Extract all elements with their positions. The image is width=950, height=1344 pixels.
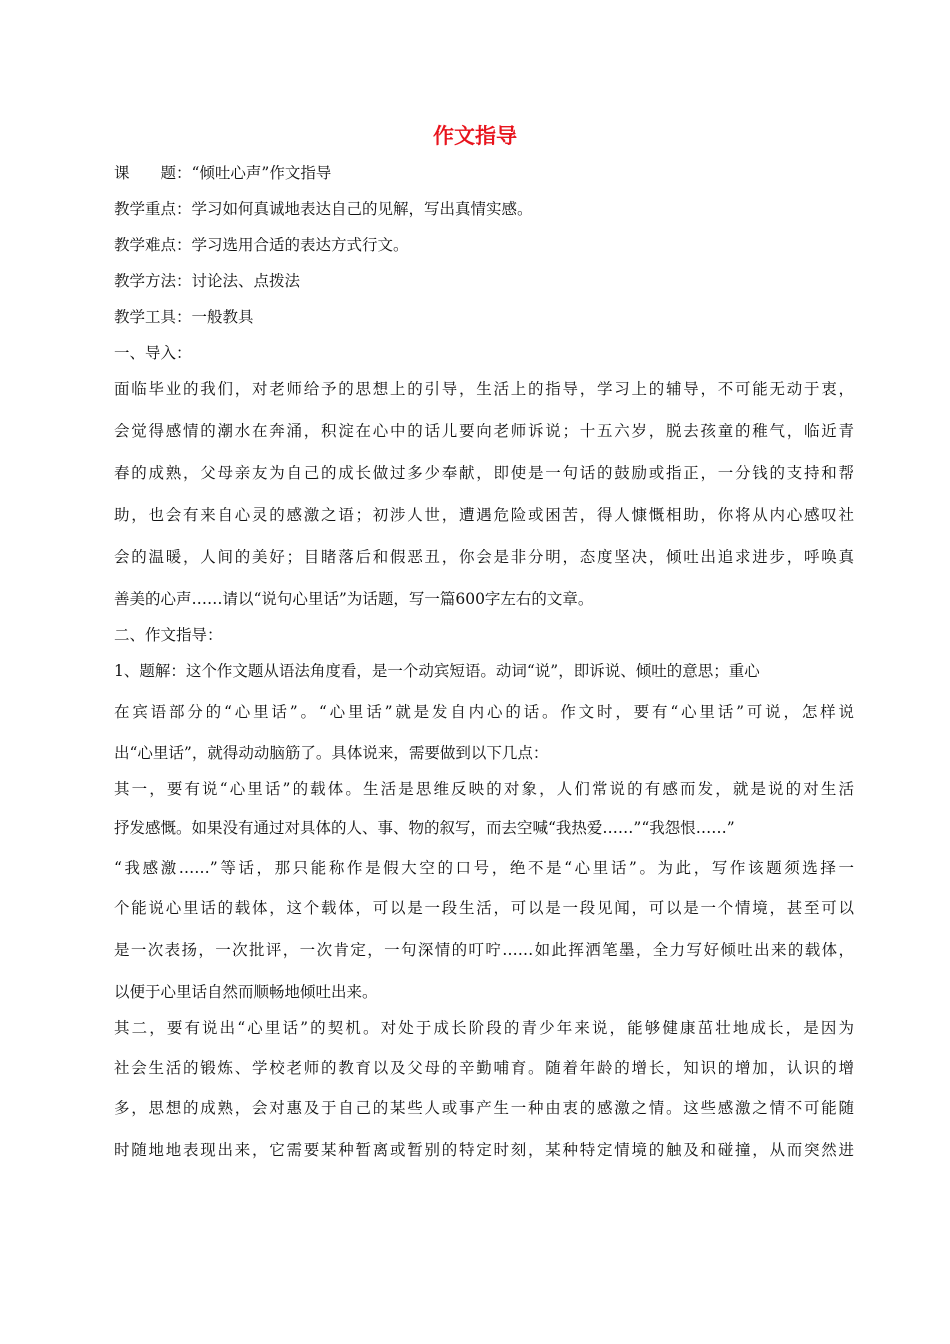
meta-focus: 教学重点：学习如何真诚地表达自己的见解，写出真情实感。 <box>114 200 533 218</box>
paragraph-line: 春的成熟，父母亲友为自己的成长做过多少奉献，即使是一句话的鼓励或指正，一分钱的支持和帮 <box>114 464 854 482</box>
meta-difficulty: 教学难点：学习选用合适的表达方式行文。 <box>114 236 409 254</box>
document-title: 作文指导 <box>433 124 517 148</box>
paragraph-line: 1、题解：这个作文题从语法角度看，是一个动宾短语。动词“说”，即诉说、倾吐的意思；重心 <box>114 662 760 680</box>
paragraph-line: 会觉得感情的潮水在奔涌，积淀在心中的话儿要向老师诉说；十五六岁，脱去孩童的稚气，临近青 <box>114 422 854 440</box>
paragraph-line: 时随地地表现出来，它需要某种暂离或暂别的特定时刻，某种特定情境的触及和碰撞，从而突然进 <box>114 1141 854 1159</box>
paragraph-line: 善美的心声……请以“说句心里话”为话题，写一篇600字左右的文章。 <box>114 590 594 608</box>
paragraph-line: 是一次表扬，一次批评，一次肯定，一句深情的叮咛……如此挥洒笔墨，全力写好倾吐出来的载体， <box>114 941 854 959</box>
section2-heading: 二、作文指导： <box>114 626 223 644</box>
paragraph-line: 其一，要有说“心里话”的载体。生活是思维反映的对象，人们常说的有感而发，就是说的对生活 <box>114 780 854 798</box>
paragraph-line: 出“心里话”，就得动动脑筋了。具体说来，需要做到以下几点： <box>114 744 549 762</box>
meta-tools: 教学工具：一般教具 <box>114 308 254 326</box>
meta-method: 教学方法：讨论法、点拨法 <box>114 272 301 290</box>
paragraph-line: 抒发感慨。如果没有通过对具体的人、事、物的叙写，而去空喊“我热爱……”“我怨恨……” <box>114 819 735 837</box>
paragraph-line: “我感激……”等话，那只能称作是假大空的口号，绝不是“心里话”。为此，写作该题须选择一 <box>114 859 854 877</box>
paragraph-line: 在宾语部分的“心里话”。“心里话”就是发自内心的话。作文时，要有“心里话”可说，怎样说 <box>114 703 854 721</box>
paragraph-line: 多，思想的成熟，会对惠及于自己的某些人或事产生一种由衷的感激之情。这些感激之情不可能随 <box>114 1099 854 1117</box>
paragraph-line: 助，也会有来自心灵的感激之语；初涉人世，遭遇危险或困苦，得人慷慨相助，你将从内心感叹社 <box>114 506 854 524</box>
paragraph-line: 以便于心里话自然而顺畅地倾吐出来。 <box>114 983 378 1001</box>
paragraph-line: 个能说心里话的载体，这个载体，可以是一段生活，可以是一段见闻，可以是一个情境，甚至可以 <box>114 899 854 917</box>
paragraph-line: 社会生活的锻炼、学校老师的教育以及父母的辛勤哺育。随着年龄的增长，知识的增加，认识的增 <box>114 1059 854 1077</box>
section1-heading: 一、导入： <box>114 344 192 362</box>
paragraph-line: 会的温暖，人间的美好；目睹落后和假恶丑，你会是非分明，态度坚决，倾吐出追求进步，呼唤真 <box>114 548 854 566</box>
paragraph-line: 其二，要有说出“心里话”的契机。对处于成长阶段的青少年来说，能够健康茁壮地成长，是因为 <box>114 1019 854 1037</box>
paragraph-line: 面临毕业的我们，对老师给予的思想上的引导，生活上的指导，学习上的辅导，不可能无动于衷， <box>114 380 854 398</box>
meta-topic: 课 题：“倾吐心声”作文指导 <box>114 164 332 182</box>
